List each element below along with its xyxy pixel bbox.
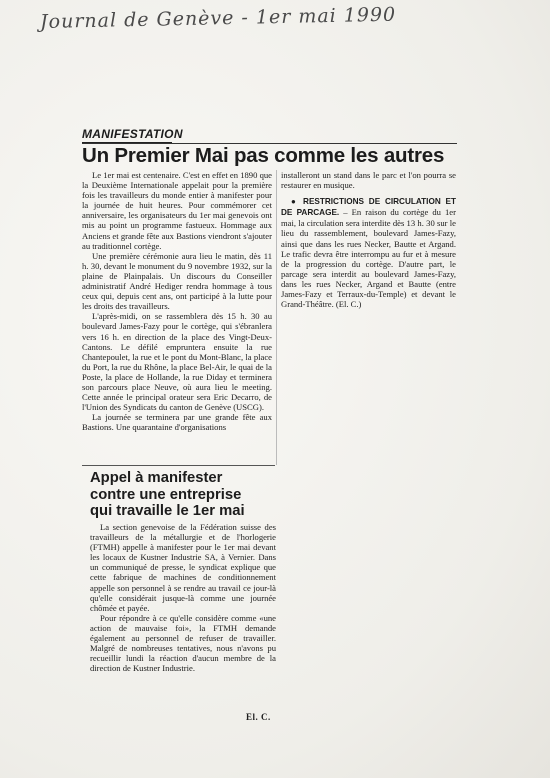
column-divider: [276, 170, 277, 465]
handwritten-source-note: Journal de Genève - 1er mai 1990: [39, 3, 397, 34]
article1-paragraph: Une première cérémonie aura lieu le matin, dès 11 h. 30, devant le monument du 9 novembre 1932, sur la plaine de Plainpalais. Un discours du Conseiller administratif André Hediger rendra hommage à tous ceux qui, depuis cent ans, ont participé à la lutte pour les droits des travailleurs.: [82, 250, 272, 312]
article1-column1: [82, 170, 272, 432]
traffic-restrictions-body: – En raison du cortège du 1er mai, la circulation sera interdite dès 13 h. 30 sur le lieu du rassemblement, boulevard James-Fazy, ainsi que dans les rues Necker, Bautte et Argand. Le trafic devra être interrompu au fur et à mesure de la progression du cortège. D'autre part, le parcage sera interdit au boulevard James-Fazy, dans les rues Necker, Argand et Bautte (entre James-Fazy et Terraux-du-Temple) et devant le Grand-Théâtre. (El. C.): [281, 207, 456, 310]
author-signature: El. C.: [246, 712, 271, 722]
second-headline: [90, 470, 275, 520]
article1-column2: [281, 170, 456, 309]
traffic-restrictions-lead: RESTRICTIONS DE CIRCULATION ET DE PARCAGE.: [281, 197, 456, 218]
bullet-icon: ●: [291, 197, 299, 207]
article1-paragraph: Le 1er mai est centenaire. C'est en effet en 1890 que la Deuxième Internationale appelait pour la première fois les travailleurs du monde entier à manifester pour la journée de huit heures. Pour commémorer cet anniversaire, les organisateurs du 1er mai genevois ont mis au point un programme fastueux. Hommage aux Anciens et grande fête aux Bastions viendront s'ajouter au traditionnel cortège.: [82, 170, 272, 251]
second-headline-line: Appel à manifester: [90, 470, 223, 486]
article1-paragraph: La journée se terminera par une grande fête aux Bastions. Une quarantaine d'organisations: [82, 412, 272, 433]
article1-continuation: installeront un stand dans le parc et l'on pourra se restaurer en musique.: [281, 170, 456, 191]
article2-body: [90, 522, 276, 673]
second-headline-line: contre une entreprise: [90, 486, 242, 503]
article2-paragraph: La section genevoise de la Fédération suisse des travailleurs de la métallurgie et de l'horlogerie (FTMH) appelle à manifester pour le 1er mai devant les locaux de Kustner Industrie SA, à Vernier. Dans un communiqué de presse, le syndicat explique que cette fabrique de machines de conditionnement appelle son personnel à se rendre au travail ce jour-là qu'elle considérait jusque-là comme une journée chômée et payée.: [90, 522, 276, 613]
traffic-restrictions-paragraph: [281, 196, 456, 309]
main-headline: Un Premier Mai pas comme les autres: [82, 144, 445, 167]
section-rubric: MANIFESTATION: [82, 127, 183, 141]
second-headline-line: qui travaille le 1er mai: [90, 503, 245, 519]
article1-paragraph: L'après-midi, on se rassemblera dès 15 h. 30 au boulevard James-Fazy pour le cortège, qui s'ébranlera vers 16 h. en direction de la place des Vingt-Deux-Cantons. Le défilé empruntera ensuite la rue Chantepoulet, la rue et le pont du Mont-Blanc, la place du Port, la rue du Rhône, la place Bel-Air, le quai de la Poste, la place de Hollande, la rue Diday et terminera son parcours place Neuve, où aura lieu le meeting. Cette année le principal orateur sera Eric Decarro, de l'Union des Syndicats du canton de Genève (USCG).: [82, 311, 272, 413]
article-separator: [82, 465, 275, 466]
article2-paragraph: Pour répondre à ce qu'elle considère comme «une action de mauvaise foi», la FTMH demande également au personnel de refuser de travailler. Malgré de nombreuses tentatives, nous n'avons pu recueillir lundi la réaction d'aucun membre de la direction de Kustner Industrie.: [90, 612, 276, 674]
